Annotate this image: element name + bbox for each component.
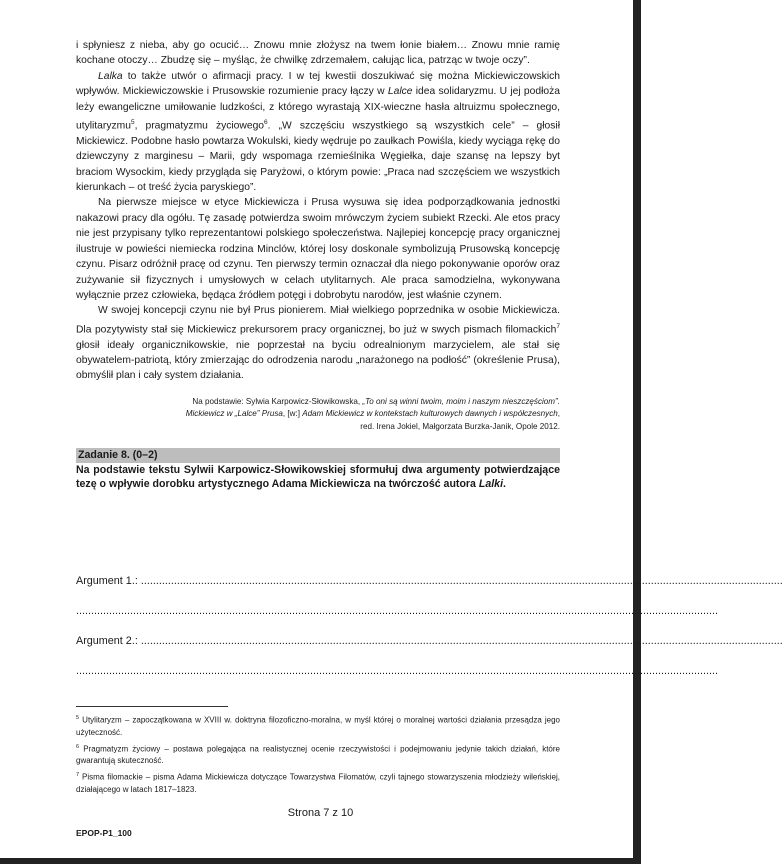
italic-title: Lalka bbox=[98, 70, 123, 82]
footnote-number: 7 bbox=[76, 772, 80, 779]
paragraph-lalka-work bbox=[76, 69, 560, 196]
task-instruction bbox=[76, 463, 560, 492]
footnote-text: Pragmatyzm życiowy – postawa polegająca na realistycznej ocenie rzeczywistości i podejmowaniu jedynie takich działań, które gwarantują skuteczność. bbox=[76, 744, 560, 766]
footnote-text: Pisma filomackie – pisma Adama Mickiewicza dotyczące Towarzystwa Filomatów, czyli tajnego stowarzyszenia młodzieży wileńskiej, działającego w latach 1817–1823. bbox=[76, 772, 560, 794]
argument-1-line[interactable] bbox=[76, 574, 783, 588]
footnote-ref-5: 5 bbox=[130, 119, 135, 127]
footnote-number: 5 bbox=[76, 715, 80, 721]
argument-2-line[interactable] bbox=[76, 634, 783, 648]
footnote-separator bbox=[76, 706, 228, 707]
text-run: idea solidaryzmu. U jej podłoża leży ewangeliczne umiłowanie ludzkości, z którego wyrastają XIX-wieczne hasła altruizmu społecznego, utylitaryzmu bbox=[76, 86, 561, 132]
footnote-7 bbox=[76, 769, 560, 796]
text-run: . „W szczęściu wszystkiego są wszystkich cele” – głosił Mickiewicz. Podobne hasło powtarza Wokulski, kiedy wędruje po zaułkach Powiśla, kiedy wyciąga rękę do dziewczyny z marginesu – Marii, gdy wspomaga rzemieślnika Węgiełka, daje szansę na lepszy byt braciom Wysockim, kiedy przygląda się Paryżowi, o którym powie: „Praca nad szczęściem we wszystkich kierunkach – ot treść życia paryskiego”. bbox=[76, 120, 560, 194]
italic-run: „To oni są winni twoim, moim i naszym nieszczęściom”. bbox=[362, 396, 560, 406]
footnote-5 bbox=[76, 712, 560, 739]
source-line-1 bbox=[76, 396, 560, 409]
text-run: głosił ideały organicznikowskie, nie poprzestał na byciu odrealnionym marzycielem, ale stał się obywatelem-patriotą, który zmierzając do odrodzenia narodu „narażonego na podłość” (określenie Prusa), obmyślił plan i cały system działania. bbox=[76, 339, 560, 382]
paragraph-work-ethic: Na pierwsze miejsce w etyce Mickiewicza i Prusa wysuwa się idea podporządkowania jednostki nakazowi pracy dla ogółu. Tę zasadę potwierdza swoim mrówczym życiem subiekt Rzecki. Ale etos pracy nie jest przypisany tylko reprezentantowi polskiego społeczeństwa. Najlepiej koncepcję pracy organicznej ilustruje w powieści niemiecka rodzina Minclów, której losy doskonale symbolizują Prusowską koncepcję czynu. Pisarz odróżnił pracę od czynu. Ten pierwszy termin oznaczał dla niego pokonywanie oporów oraz zużywanie sił fizycznych i umysłowych w celach utylitarnych. Ale praca samodzielna, wykonywana wyłącznie przez człowieka, będąca źródłem potęgi i dobrobytu narodów, jest właśnie czynem. bbox=[76, 197, 560, 301]
answer-dots: ...................................................................................................................................................................................................................... bbox=[140, 635, 783, 647]
source-citation bbox=[76, 396, 560, 434]
text-run: W swojej koncepcji czynu nie był Prus pionierem. Miał wielkiego poprzednika w osobie Mickiewicza. Dla pozytywisty stał się Mickiewicz prekursorem pracy organicznej, bo już w swych pismach filomackich bbox=[76, 305, 560, 336]
page-edge-right bbox=[633, 0, 641, 864]
footnote-text: Utylitaryzm – zapoczątkowana w XVIII w. doktryna filozoficzno-moralna, w myśl której o moralnej wartości działania przesądza jego użyteczność. bbox=[76, 715, 560, 737]
footnote-number: 6 bbox=[76, 743, 80, 750]
answer-dots: ...................................................................................................................................................................................................................... bbox=[76, 605, 718, 617]
argument-1-line-2[interactable] bbox=[76, 604, 718, 618]
page-content bbox=[76, 38, 560, 492]
answer-dots: ...................................................................................................................................................................................................................... bbox=[76, 665, 718, 677]
text-run: . bbox=[503, 478, 506, 491]
footnote-6 bbox=[76, 741, 560, 768]
text-run: , pragmatyzmu życiowego bbox=[134, 120, 265, 132]
italic-run: Mickiewicz w „Lalce” Prusa bbox=[185, 409, 283, 419]
page-edge-bottom bbox=[0, 858, 641, 864]
paragraph-concept-of-deed bbox=[76, 303, 560, 383]
task-header: Zadanie 8. (0–2) bbox=[76, 448, 560, 463]
italic-run: Adam Mickiewicz w kontekstach kulturowych dawnych i współczesnych bbox=[302, 409, 558, 419]
text-run: , [w:] bbox=[282, 409, 303, 419]
exam-code: EPOP-P1_100 bbox=[76, 828, 132, 838]
text-run: , bbox=[557, 409, 560, 419]
italic-run: Lalki bbox=[478, 478, 504, 491]
footnote-ref-7: 7 bbox=[556, 322, 560, 330]
source-line-2 bbox=[76, 408, 560, 421]
argument-1-label: Argument 1.: bbox=[76, 575, 138, 587]
answer-dots: ...................................................................................................................................................................................................................... bbox=[140, 575, 783, 587]
argument-2-label: Argument 2.: bbox=[76, 635, 138, 647]
text-run: Na podstawie: Sylwia Karpowicz-Słowikowska, bbox=[192, 396, 363, 406]
text-run: Na podstawie tekstu Sylwii Karpowicz-Słowikowskiej sformułuj dwa argumenty potwierdzające tezę o wpływie dorobku artystycznego Adama Mickiewicza na twórczość autora bbox=[76, 463, 560, 491]
source-line-3: red. Irena Jokiel, Małgorzata Burzka-Janik, Opole 2012. bbox=[360, 421, 560, 431]
text-run: to także utwór o afirmacji pracy. I w tej kwestii doszukiwać się można Mickiewiczowskich wpływów. Mickiewiczowskie i Prusowskie rozumienie pracy łączy w bbox=[76, 70, 560, 98]
italic-title: Lalce bbox=[387, 86, 413, 98]
footnote-ref-6: 6 bbox=[264, 119, 268, 127]
paragraph-quote-end: i spłyniesz z nieba, aby go ocucić… Znowu mnie złożysz na twem łonie białem… Znowu mnie ramię kochane otoczy… Zbudzę się – myśląc, że chwilkę zdrzemałem, całując lica, patrząc w twoje oczy”. bbox=[76, 40, 560, 67]
footnotes bbox=[76, 712, 560, 798]
argument-2-line-2[interactable] bbox=[76, 664, 718, 678]
page-number: Strona 7 z 10 bbox=[287, 807, 354, 819]
